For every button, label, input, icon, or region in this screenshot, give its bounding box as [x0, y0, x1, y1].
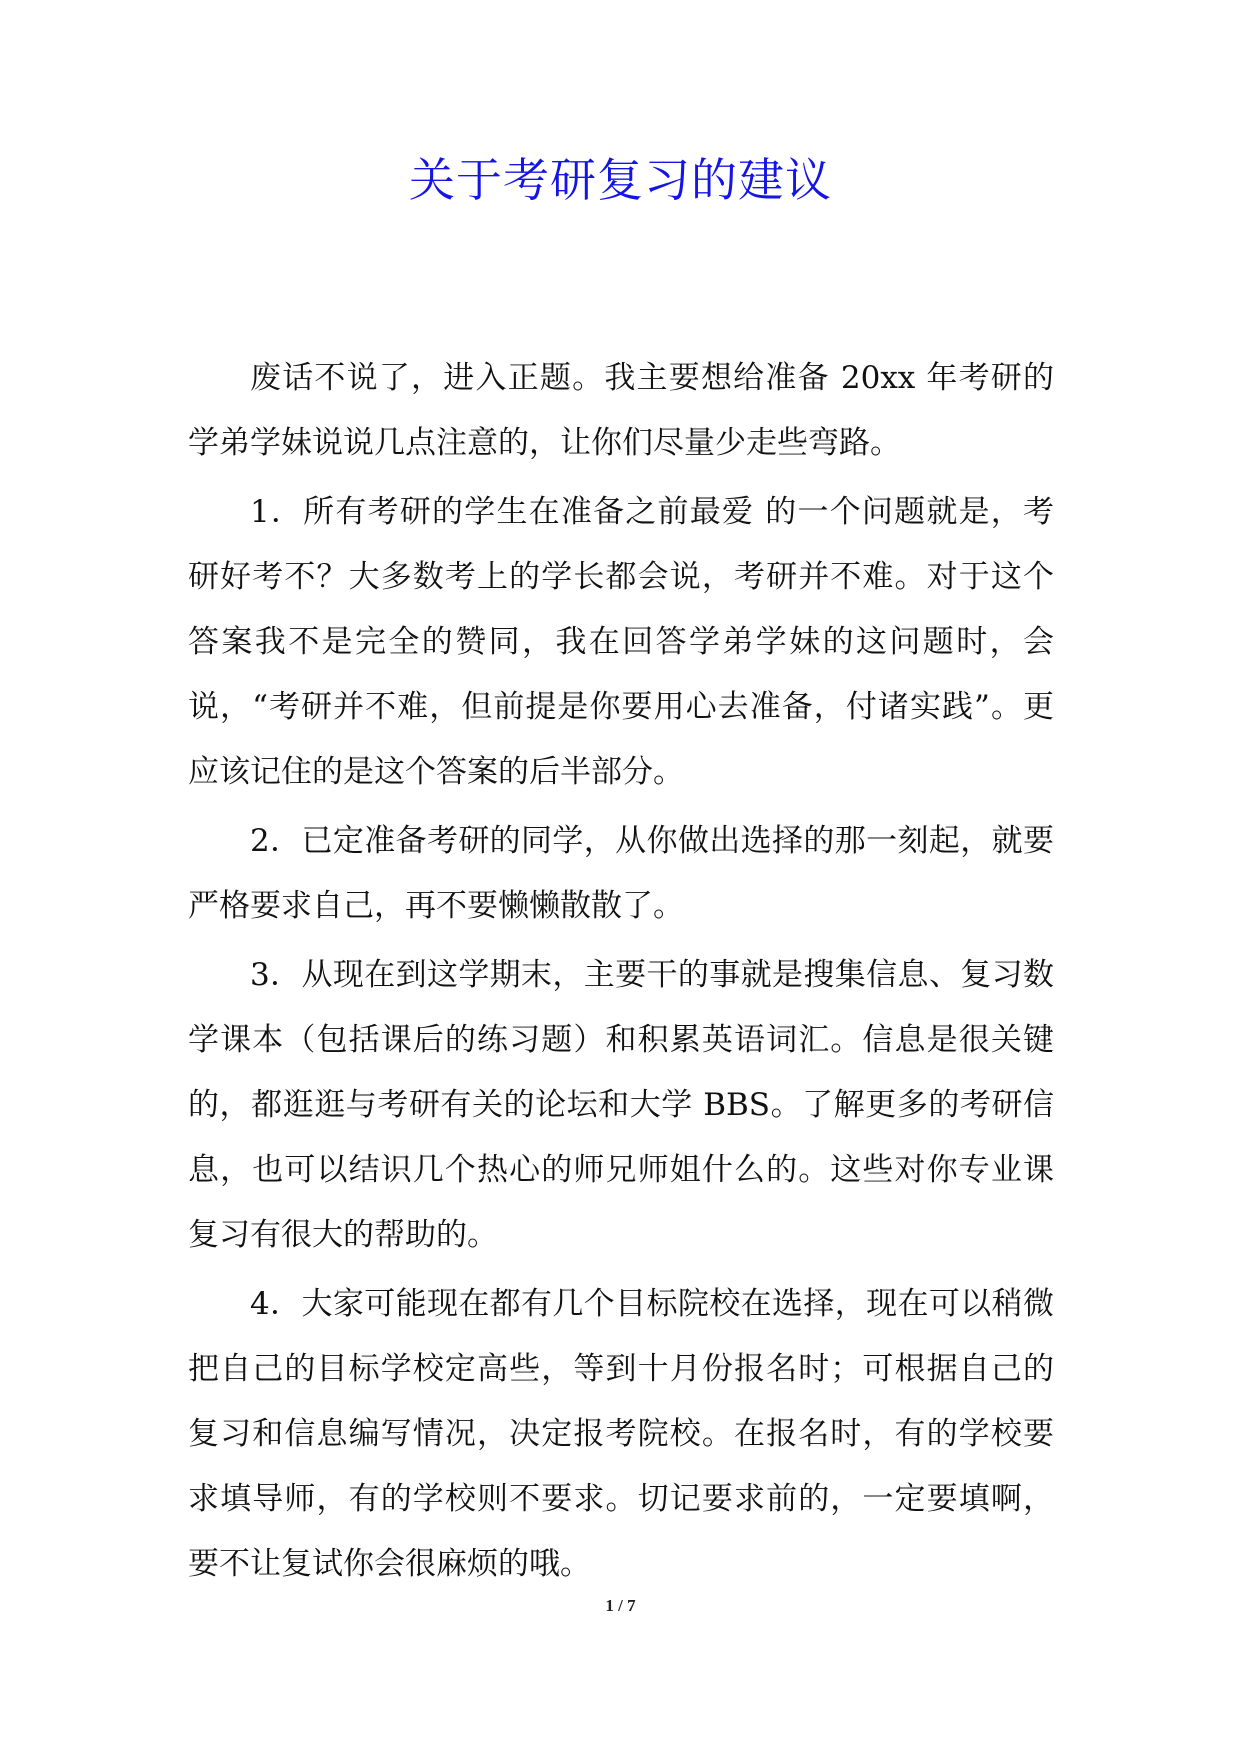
paragraph-2: 2．已定准备考研的同学，从你做出选择的那一刻起，就要严格要求自己，再不要懒懒散散了。: [188, 823, 1054, 924]
paragraph-3: 3．从现在到这学期末，主要干的事就是搜集信息、复习数学课本（包括课后的练习题）和积累英语词汇。信息是很关键的，都逛逛与考研有关的论坛和大学 BBS。了解更多的考研信息，也可以结识几个热心的师兄师姐什么的。这些对你专业课复习有很大的帮助的。: [188, 957, 1054, 1253]
paragraph-intro: 废话不说了，进入正题。我主要想给准备 20xx 年考研的学弟学妹说说几点注意的，让你们尽量少走些弯路。: [188, 360, 1054, 461]
document-body: [188, 346, 1054, 1601]
document-title: 关于考研复习的建议: [409, 153, 832, 207]
paragraph-1: 1．所有考研的学生在准备之前最爱 的一个问题就是，考研好考不？大多数考上的学长都会说，考研并不难。对于这个答案我不是完全的赞同，我在回答学弟学妹的这问题时，会说，“考研并不难，但前提是你要用心去准备，付诸实践”。更应该记住的是这个答案的后半部分。: [188, 494, 1054, 790]
paragraph-4: 4．大家可能现在都有几个目标院校在选择，现在可以稍微把自己的目标学校定高些，等到十月份报名时；可根据自己的复习和信息编写情况，决定报考院校。在报名时，有的学校要求填导师，有的学校则不要求。切记要求前的，一定要填啊，要不让复试你会很麻烦的哦。: [188, 1286, 1054, 1582]
page-number: 1 / 7: [605, 1596, 636, 1615]
